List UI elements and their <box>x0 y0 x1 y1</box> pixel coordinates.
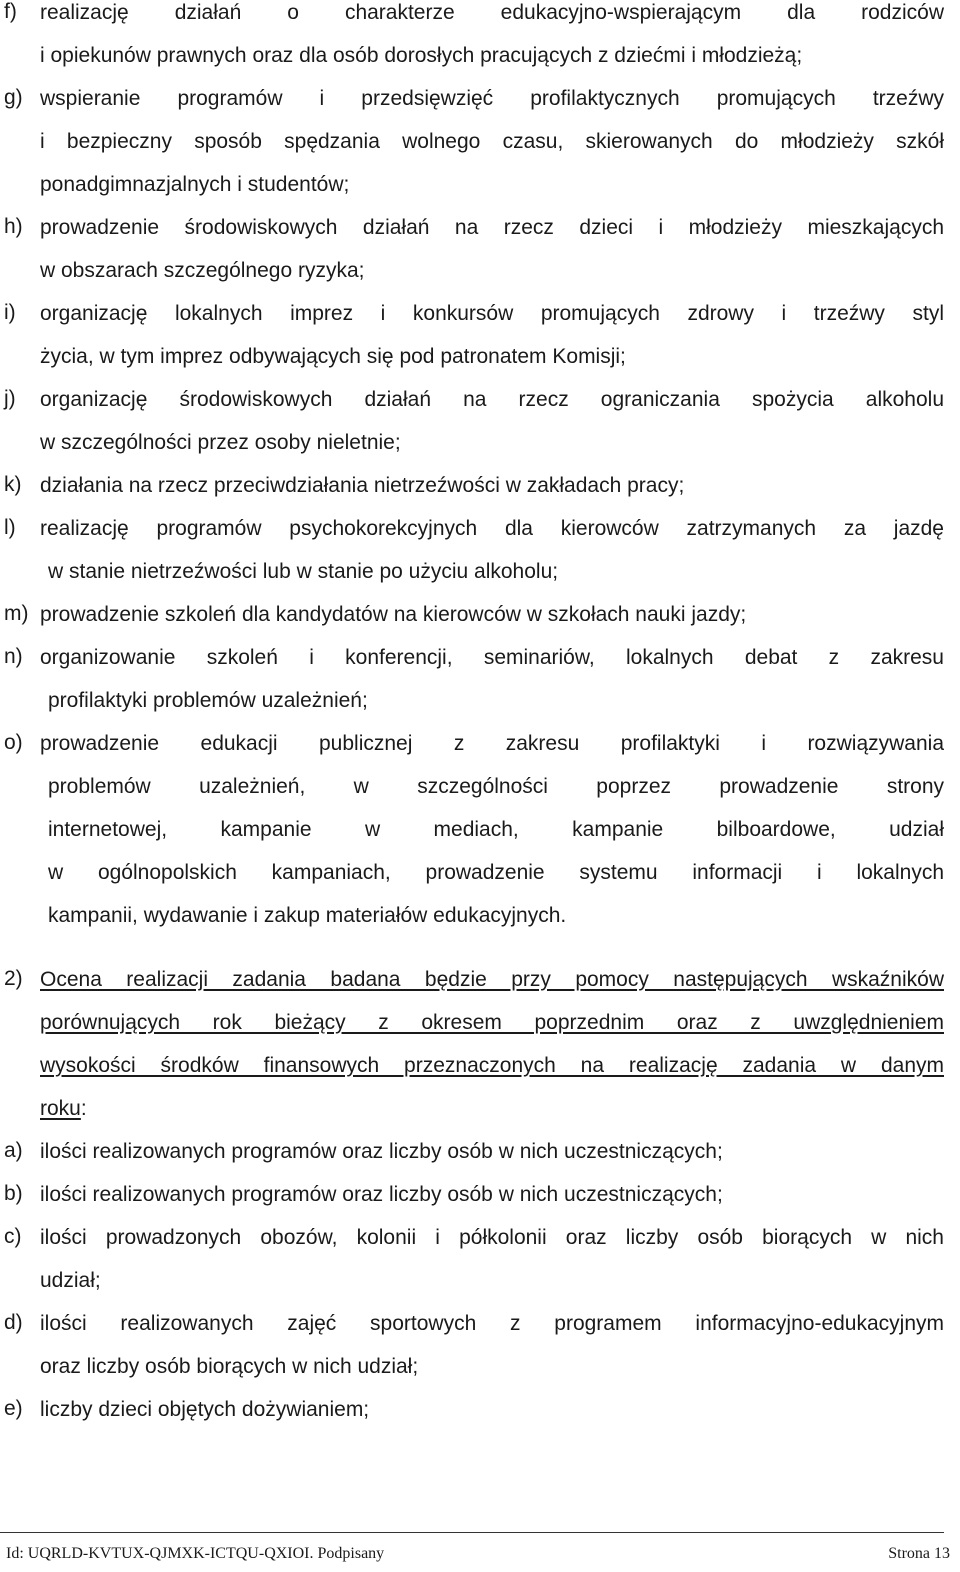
list-item-line: realizację działań o charakterze edukacyjno-wspierającym dla rodziców <box>40 1 944 24</box>
list-marker: g) <box>4 86 23 109</box>
list-item-line: ilości realizowanych zajęć sportowych z programem informacyjno-edukacyjnym <box>40 1312 944 1335</box>
list-item-line: w stanie nietrzeźwości lub w stanie po użyciu alkoholu; <box>48 560 559 583</box>
list-item-line: i opiekunów prawnych oraz dla osób dorosłych pracujących z dziećmi i młodzieżą; <box>40 44 803 67</box>
list-marker: k) <box>4 473 22 496</box>
section-heading-last-word: roku <box>40 1097 81 1120</box>
list-item-line: wspieranie programów i przedsięwzięć profilaktycznych promujących trzeźwy <box>40 87 944 110</box>
list-marker: c) <box>4 1225 22 1248</box>
list-marker: h) <box>4 215 23 238</box>
list-item-line: organizację środowiskowych działań na rzecz ograniczania spożycia alkoholu <box>40 388 944 411</box>
list-item-line: organizację lokalnych imprez i konkursów promujących zdrowy i trzeźwy styl <box>40 302 944 325</box>
section-heading-line: wysokości środków finansowych przeznaczonych na realizację zadania w danym <box>40 1054 944 1077</box>
list-item-line: ilości realizowanych programów oraz liczby osób w nich uczestniczących; <box>40 1183 723 1206</box>
list-item-line: ponadgimnazjalnych i studentów; <box>40 173 350 196</box>
list-marker: i) <box>4 301 16 324</box>
section-heading-colon: : <box>80 1097 87 1120</box>
list-marker: j) <box>4 387 16 410</box>
list-marker: a) <box>4 1139 23 1162</box>
list-marker: o) <box>4 731 23 754</box>
list-item-line: liczby dzieci objętych dożywianiem; <box>40 1398 370 1421</box>
list-item-line: i bezpieczny sposób spędzania wolnego czasu, skierowanych do młodzieży szkół <box>40 130 944 153</box>
list-marker: b) <box>4 1182 23 1205</box>
list-marker: l) <box>4 516 16 539</box>
list-item-line: oraz liczby osób biorących w nich udział; <box>40 1355 419 1378</box>
footer-document-id: Id: UQRLD-KVTUX-QJMXK-ICTQU-QXIOI. Podpisany <box>6 1545 385 1562</box>
list-item-line: w szczególności przez osoby nieletnie; <box>40 431 401 454</box>
list-item-line: ilości realizowanych programów oraz liczby osób w nich uczestniczących; <box>40 1140 723 1163</box>
list-item-line: udział; <box>40 1269 101 1292</box>
list-marker: d) <box>4 1311 23 1334</box>
footer-divider <box>0 1532 944 1533</box>
section-heading-line <box>40 1096 944 1122</box>
list-marker: n) <box>4 645 23 668</box>
list-item-line: profilaktyki problemów uzależnień; <box>48 689 368 712</box>
list-item-line: w obszarach szczególnego ryzyka; <box>40 259 365 282</box>
list-item-line: problemów uzależnień, w szczególności poprzez prowadzenie strony <box>48 775 944 798</box>
list-item-line: internetowej, kampanie w mediach, kampanie bilboardowe, udział <box>48 818 944 841</box>
section-marker: 2) <box>4 967 23 990</box>
section-heading-line: Ocena realizacji zadania badana będzie przy pomocy następujących wskaźników <box>40 968 944 991</box>
footer-page-number: Strona 13 <box>888 1545 950 1562</box>
list-item-line: prowadzenie edukacji publicznej z zakresu profilaktyki i rozwiązywania <box>40 732 944 755</box>
list-item-line: ilości prowadzonych obozów, kolonii i półkolonii oraz liczby osób biorących w nich <box>40 1226 944 1249</box>
list-item-line: działania na rzecz przeciwdziałania nietrzeźwości w zakładach pracy; <box>40 474 685 497</box>
list-item-line: kampanii, wydawanie i zakup materiałów edukacyjnych. <box>48 904 567 927</box>
list-marker: f) <box>4 0 17 23</box>
list-item-line: prowadzenie środowiskowych działań na rzecz dzieci i młodzieży mieszkających <box>40 216 944 239</box>
list-item-line: realizację programów psychokorekcyjnych dla kierowców zatrzymanych za jazdę <box>40 517 944 540</box>
list-item-line: organizowanie szkoleń i konferencji, seminariów, lokalnych debat z zakresu <box>40 646 944 669</box>
list-marker: m) <box>4 602 29 625</box>
section-heading-line: porównujących rok bieżący z okresem poprzednim oraz z uwzględnieniem <box>40 1011 944 1034</box>
list-item-line: w ogólnopolskich kampaniach, prowadzenie systemu informacji i lokalnych <box>48 861 944 884</box>
list-item-line: prowadzenie szkoleń dla kandydatów na kierowców w szkołach nauki jazdy; <box>40 603 747 626</box>
list-item-line: życia, w tym imprez odbywających się pod patronatem Komisji; <box>40 345 626 368</box>
list-marker: e) <box>4 1397 23 1420</box>
